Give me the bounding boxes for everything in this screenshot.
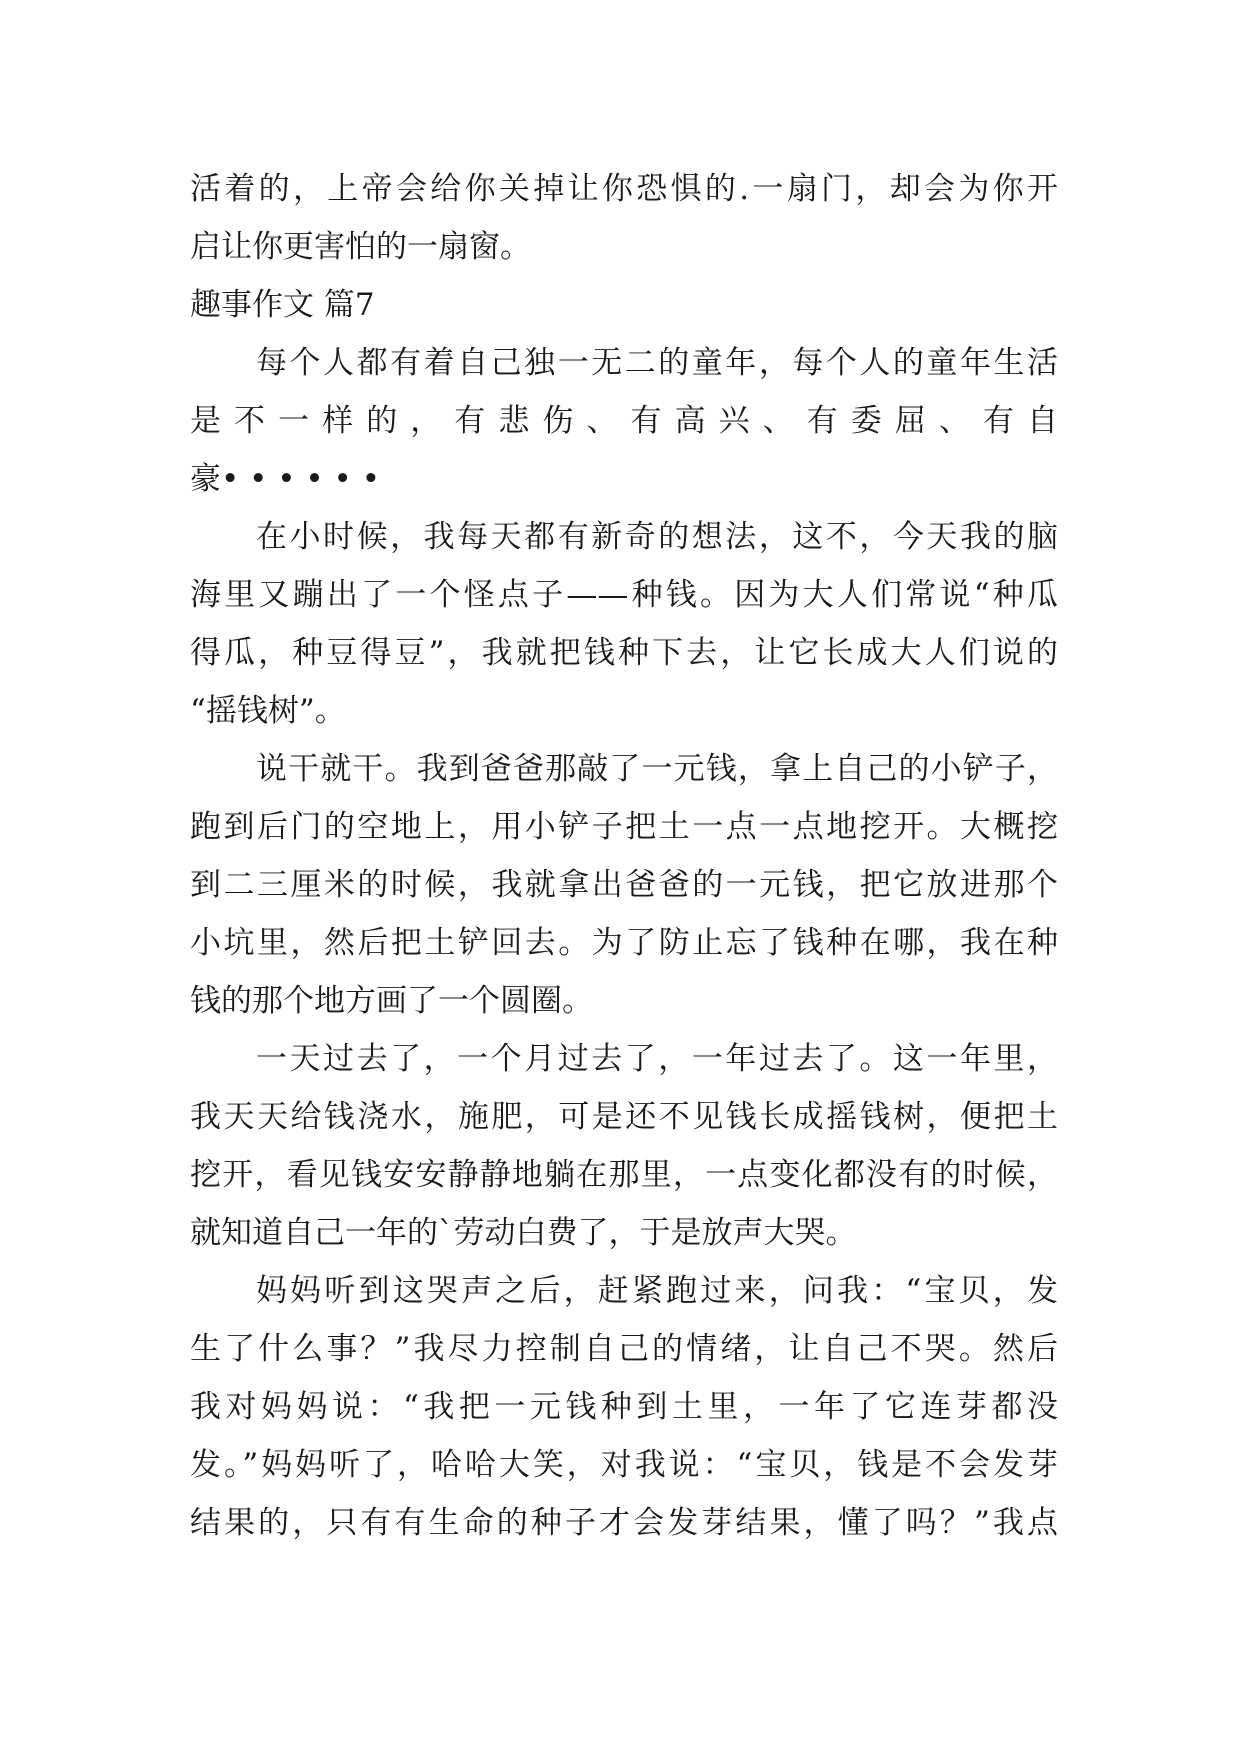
text-line: 一天过去了，一个月过去了，一年过去了。这一年里， (256, 1041, 1058, 1077)
text-line: 我天天给钱浇水，施肥，可是还不见钱长成摇钱树，便把土 (190, 1099, 1058, 1135)
paragraph-waiting (190, 1030, 1058, 1262)
text-line: “摇钱树”。 (190, 693, 346, 729)
section-heading (190, 276, 1058, 334)
text-line: 小坑里，然后把土铲回去。为了防止忘了钱种在哪，我在种 (190, 925, 1058, 961)
paragraph-mother (190, 1262, 1058, 1552)
text-line: 就知道自己一年的`劳动白费了，于是放声大哭。 (190, 1215, 857, 1251)
text-line: 豪• • • • • • (190, 461, 380, 497)
text-line: 每个人都有着自己独一无二的童年，每个人的童年生活 (256, 345, 1058, 381)
text-line: 钱的那个地方画了一个圆圈。 (190, 983, 593, 1019)
paragraph-planting (190, 740, 1058, 1030)
paragraph-ending (190, 160, 1058, 276)
text-line: 说干就干。我到爸爸那敲了一元钱，拿上自己的小铲子， (256, 751, 1058, 787)
text-line: 在小时候，我每天都有新奇的想法，这不，今天我的脑 (256, 519, 1058, 555)
text-line: 发。”妈妈听了，哈哈大笑，对我说：“宝贝，钱是不会发芽 (190, 1447, 1058, 1483)
text-line: 我对妈妈说：“我把一元钱种到土里，一年了它连芽都没 (190, 1389, 1058, 1425)
document-page (190, 160, 1058, 1552)
paragraph-intro (190, 334, 1058, 508)
heading-text: 趣事作文 篇7 (190, 287, 375, 323)
text-line: 生了什么事？”我尽力控制自己的情绪，让自己不哭。然后 (190, 1331, 1058, 1367)
text-line: 到二三厘米的时候，我就拿出爸爸的一元钱，把它放进那个 (190, 867, 1058, 903)
text-line: 结果的，只有有生命的种子才会发芽结果，懂了吗？”我点 (190, 1505, 1058, 1541)
text-line: 活着的，上帝会给你关掉让你恐惧的.一扇门，却会为你开 (190, 171, 1058, 207)
text-line: 挖开，看见钱安安静静地躺在那里，一点变化都没有的时候， (190, 1157, 1058, 1193)
text-line: 启让你更害怕的一扇窗。 (190, 229, 531, 265)
text-line: 得瓜，种豆得豆”，我就把钱种下去，让它长成大人们说的 (190, 635, 1058, 671)
text-line: 是 不 一 样 的 ， 有 悲 伤 、 有 高 兴 、 有 委 屈 、 有 自 (190, 403, 1058, 439)
paragraph-idea (190, 508, 1058, 740)
text-line: 妈妈听到这哭声之后，赶紧跑过来，问我：“宝贝，发 (256, 1273, 1058, 1309)
text-line: 跑到后门的空地上，用小铲子把土一点一点地挖开。大概挖 (190, 809, 1058, 845)
text-line: 海里又蹦出了一个怪点子——种钱。因为大人们常说“种瓜 (190, 577, 1058, 613)
